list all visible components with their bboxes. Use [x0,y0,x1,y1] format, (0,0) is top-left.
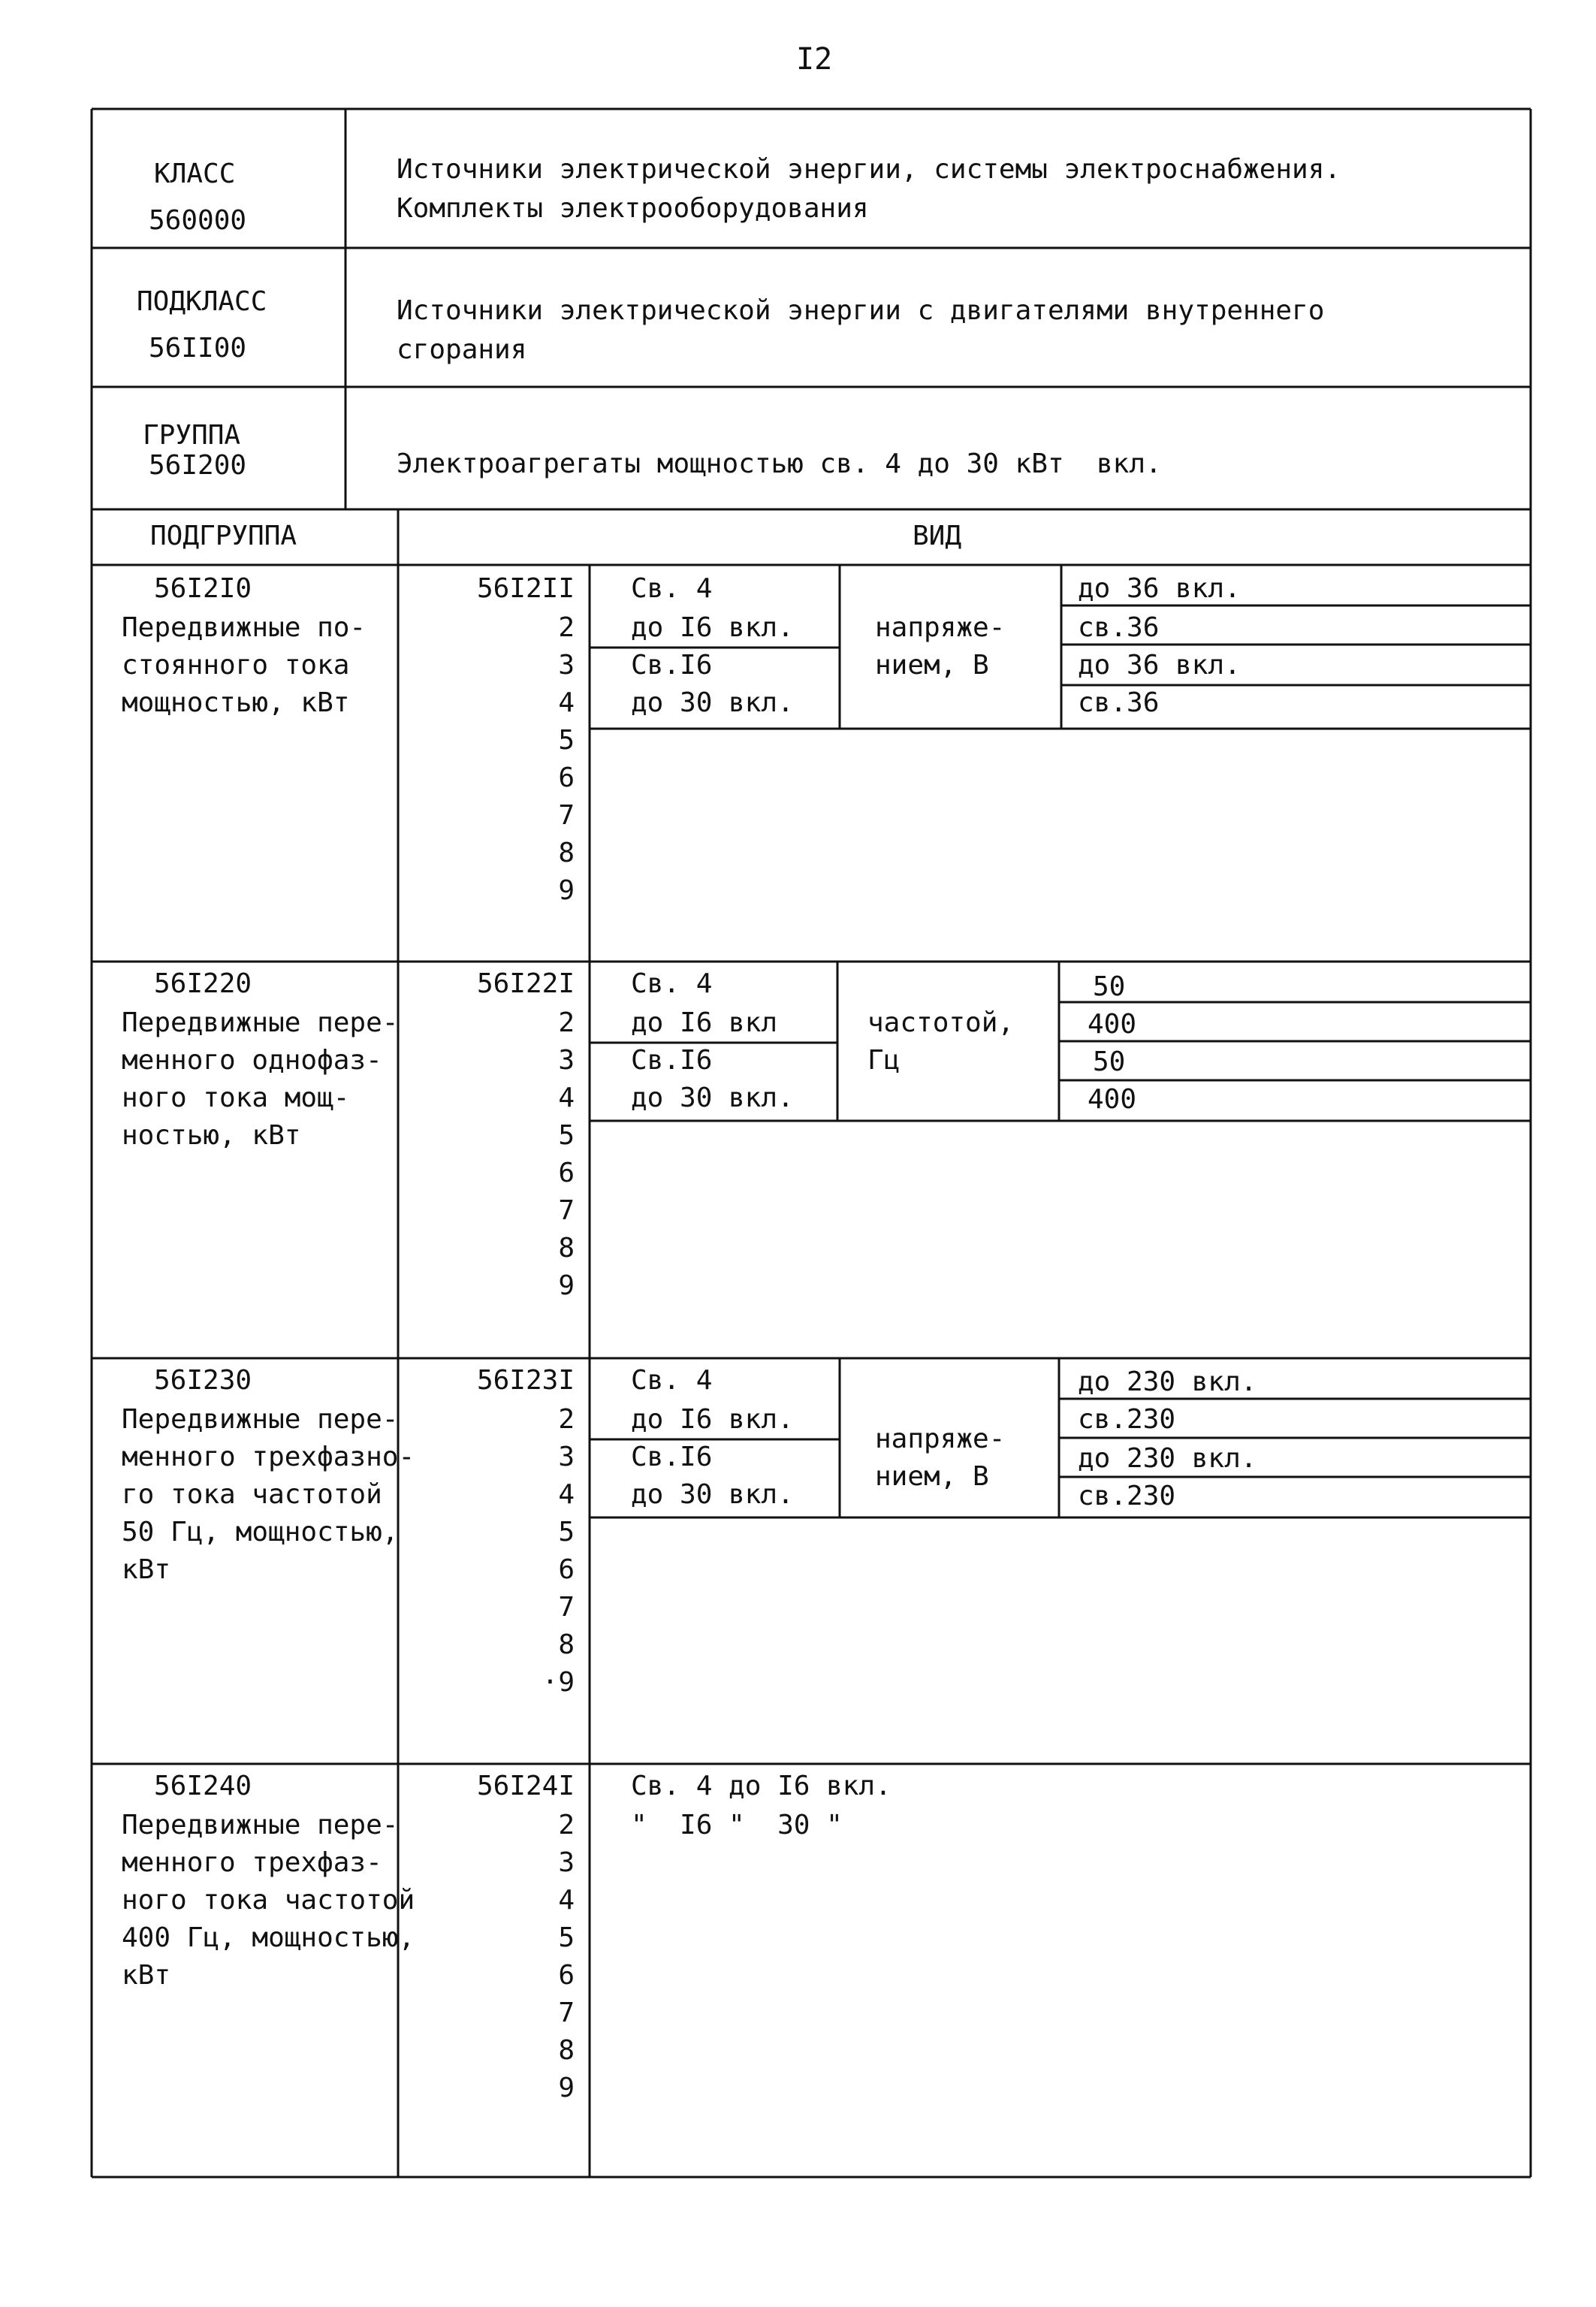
kind-number: 7 [558,800,575,831]
parameter-value: св.36 [1078,612,1160,643]
parameter-value: до 36 вкл. [1078,650,1241,681]
power-range: до 30 вкл. [631,1083,794,1113]
class-code: 560000 [149,205,247,236]
kind-number: 9 [558,1270,575,1301]
subgroup-desc-line: ного тока мощ- [122,1083,350,1113]
kind-code: 56I22I [476,968,575,999]
kind-number: 4 [558,687,575,718]
kind-number: 7 [558,1592,575,1623]
subgroup-desc-line: Передвижные пере- [122,1007,399,1038]
power-range: Св. 4 [631,968,713,999]
power-range: Св.I6 [631,650,713,681]
kind-number: 9 [558,2073,575,2103]
power-range: до I6 вкл. [631,612,794,643]
subgroup-desc-line: 400 Гц, мощностью, [122,1922,415,1953]
class-text-line1: Источники электрической энергии, системы электроснабжения. [397,154,1341,185]
subgroup-code: 56I240 [154,1771,252,1801]
kind-number: 7 [558,1195,575,1226]
subgroup-desc-line: Передвижные пере- [122,1404,399,1435]
parameter-value: св.230 [1078,1481,1176,1511]
kind-number: 8 [558,1233,575,1264]
power-range: " I6 " 30 " [631,1810,843,1840]
kind-number: 4 [558,1479,575,1510]
kind-number: 4 [558,1885,575,1916]
parameter-value: 400 [1088,1009,1137,1040]
kind-number: ·9 [542,1667,575,1698]
subgroup-code: 56I220 [154,968,252,999]
kind-number: 2 [558,612,575,643]
parameter-value: 400 [1088,1084,1137,1115]
parameter-value: св.36 [1078,687,1160,718]
power-range: Св. 4 до I6 вкл. [631,1771,892,1801]
kind-number: 5 [558,1922,575,1953]
parameter-value: до 230 вкл. [1078,1443,1257,1474]
kind-number: 2 [558,1404,575,1435]
kind-number: 3 [558,1045,575,1076]
group-label: ГРУППА [143,420,241,451]
power-range: Св. 4 [631,1365,713,1396]
kind-code: 56I2II [476,573,575,604]
column-header-kind: ВИД [913,521,962,551]
parameter-value: до 230 вкл. [1078,1366,1257,1397]
subgroup-code: 56I2I0 [154,573,252,604]
kind-number: 2 [558,1007,575,1038]
subgroup-desc-line: менного трехфазно- [122,1442,415,1472]
power-range: до I6 вкл [631,1007,778,1038]
parameter-label: напряже- [875,612,1006,643]
subgroup-desc-line: мощностью, кВт [122,687,350,718]
kind-number: 3 [558,1442,575,1472]
kind-number: 8 [558,838,575,868]
kind-number: 6 [558,1554,575,1585]
subgroup-desc-line: ного тока частотой [122,1885,415,1916]
column-header-subgroup: ПОДГРУППА [150,521,297,551]
subgroup-code: 56I230 [154,1365,252,1396]
kind-number: 3 [558,650,575,681]
group-code: 56I200 [149,450,247,481]
subgroup-desc-line: менного трехфаз- [122,1847,382,1878]
parameter-value: до 36 вкл. [1078,573,1241,604]
parameter-value: 50 [1093,1046,1126,1077]
subclass-text-line2: сгорания [397,334,527,365]
subgroup-desc-line: кВт [122,1960,171,1991]
kind-number: 6 [558,1158,575,1188]
kind-number: 3 [558,1847,575,1878]
subgroup-desc-line: менного однофаз- [122,1045,382,1076]
power-range: Св.I6 [631,1045,713,1076]
kind-number: 6 [558,762,575,793]
power-range: до 30 вкл. [631,687,794,718]
power-range: до 30 вкл. [631,1479,794,1510]
kind-number: 7 [558,1997,575,2028]
parameter-label: нием, В [875,650,989,681]
subclass-text-line1: Источники электрической энергии с двигателями внутреннего [397,295,1325,326]
kind-number: 5 [558,725,575,756]
kind-number: 2 [558,1810,575,1840]
subclass-code: 56II00 [149,333,247,364]
parameter-label: нием, В [875,1461,989,1492]
subgroup-desc-line: стоянного тока [122,650,350,681]
parameter-label: Гц [867,1045,901,1076]
parameter-value: 50 [1093,971,1126,1002]
kind-code: 56I24I [476,1771,575,1801]
power-range: до I6 вкл. [631,1404,794,1435]
kind-number: 6 [558,1960,575,1991]
parameter-value: св.230 [1078,1404,1176,1435]
page-number: I2 [796,42,833,77]
kind-code: 56I23I [476,1365,575,1396]
power-range: Св.I6 [631,1442,713,1472]
class-text-line2: Комплекты электрооборудования [397,193,869,224]
subgroup-desc-line: ностью, кВт [122,1120,301,1151]
subclass-label: ПОДКЛАСС [137,286,267,317]
kind-number: 5 [558,1120,575,1151]
kind-number: 8 [558,1629,575,1660]
parameter-label: напряже- [875,1424,1006,1454]
subgroup-desc-line: кВт [122,1554,171,1585]
group-text: Электроагрегаты мощностью св. 4 до 30 кВт вкл. [397,448,1162,479]
power-range: Св. 4 [631,573,713,604]
subgroup-desc-line: го тока частотой [122,1479,382,1510]
kind-number: 4 [558,1083,575,1113]
kind-number: 9 [558,875,575,906]
subgroup-desc-line: Передвижные пере- [122,1810,399,1840]
kind-number: 5 [558,1517,575,1548]
subgroup-desc-line: 50 Гц, мощностью, [122,1517,399,1548]
subgroup-desc-line: Передвижные по- [122,612,367,643]
class-label: КЛАСС [154,159,236,189]
parameter-label: частотой, [867,1007,1015,1038]
kind-number: 8 [558,2035,575,2066]
